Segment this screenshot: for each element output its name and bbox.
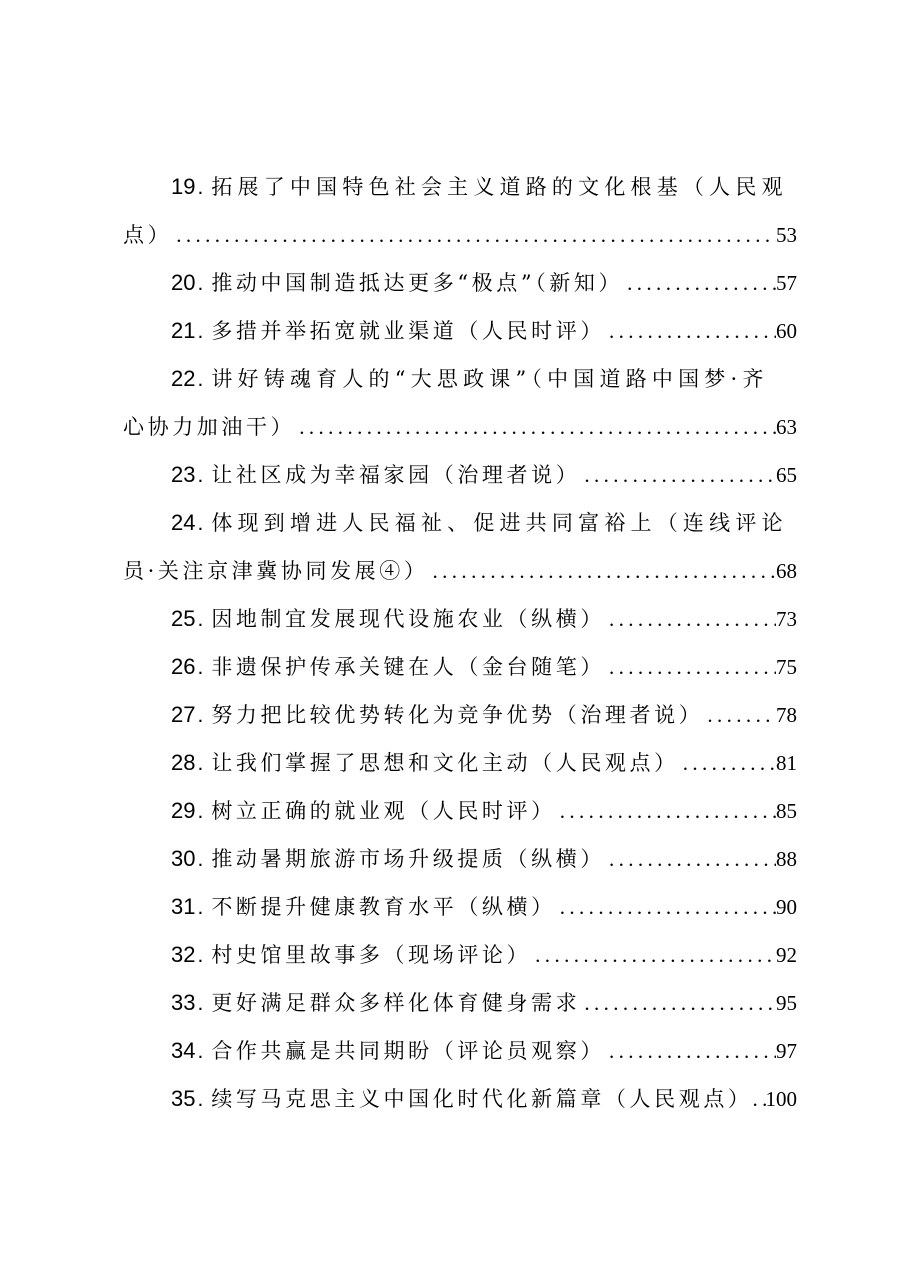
entry-page-number: 75 <box>776 655 797 679</box>
dot-leader <box>605 643 776 691</box>
toc-entry-24-line1[interactable] <box>123 499 797 547</box>
entry-title: 多措并举拓宽就业渠道（人民时评） <box>211 319 605 343</box>
entry-title: 合作共赢是共同期盼（评论员观察） <box>211 1039 605 1063</box>
entry-number: 35 <box>171 1086 196 1111</box>
entry-separator: . <box>197 368 204 391</box>
entry-separator: . <box>197 608 204 631</box>
entry-title-continued: 员·关注京津冀协同发展④） <box>123 559 429 583</box>
toc-entry-35[interactable] <box>123 1075 797 1123</box>
entry-number: 29 <box>171 798 196 823</box>
entry-title: 让社区成为幸福家园（治理者说） <box>211 463 581 487</box>
entry-title: 非遗保护传承关键在人（金台随笔） <box>211 655 605 679</box>
entry-page-number: 92 <box>776 943 797 967</box>
entry-number: 26 <box>171 654 196 679</box>
entry-page-number: 68 <box>776 559 797 583</box>
entry-page-number: 73 <box>776 607 797 631</box>
entry-page-number: 57 <box>776 271 797 295</box>
entry-page-number: 60 <box>776 319 797 343</box>
entry-title-continued: 点） <box>123 223 173 247</box>
entry-page-number: 95 <box>776 991 797 1015</box>
entry-number: 34 <box>171 1038 196 1063</box>
entry-page-number: 78 <box>776 703 797 727</box>
entry-number: 32 <box>171 942 196 967</box>
dot-leader <box>580 979 776 1027</box>
entry-number: 30 <box>171 846 196 871</box>
entry-page-number: 81 <box>776 751 797 775</box>
dot-leader <box>556 883 776 931</box>
entry-separator: . <box>197 896 204 919</box>
entry-title: 树立正确的就业观（人民时评） <box>211 799 556 823</box>
entry-page-number: 90 <box>776 895 797 919</box>
dot-leader <box>531 931 776 979</box>
entry-title: 讲好铸魂育人的“大思政课”（中国道路中国梦·齐 <box>211 367 769 391</box>
entry-number: 23 <box>171 462 196 487</box>
entry-title: 推动中国制造抵达更多“极点”（新知） <box>211 271 624 295</box>
toc-entry-24-line2[interactable] <box>123 547 797 595</box>
toc-entry-22-line2[interactable] <box>123 403 797 451</box>
entry-page-number: 53 <box>776 223 797 247</box>
entry-title: 更好满足群众多样化体育健身需求 <box>211 991 581 1015</box>
entry-separator: . <box>197 320 204 343</box>
toc-entry-27[interactable] <box>123 691 797 739</box>
toc-entry-19-line2[interactable] <box>123 211 797 259</box>
entry-number: 21 <box>171 318 196 343</box>
entry-number: 20 <box>171 270 196 295</box>
dot-leader <box>172 211 776 259</box>
dot-leader <box>605 595 776 643</box>
entry-title: 拓展了中国特色社会主义道路的文化根基（人民观 <box>211 175 788 199</box>
entry-separator: . <box>197 1040 204 1063</box>
entry-separator: . <box>197 944 204 967</box>
toc-entry-33[interactable] <box>123 979 797 1027</box>
entry-title: 不断提升健康教育水平（纵横） <box>211 895 556 919</box>
entry-separator: . <box>197 992 204 1015</box>
entry-separator: . <box>197 752 204 775</box>
entry-page-number: 97 <box>776 1039 797 1063</box>
entry-separator: . <box>197 704 204 727</box>
entry-title: 推动暑期旅游市场升级提质（纵横） <box>211 847 605 871</box>
toc-entry-31[interactable] <box>123 883 797 931</box>
toc-entry-29[interactable] <box>123 787 797 835</box>
dot-leader <box>605 307 776 355</box>
entry-page-number: 88 <box>776 847 797 871</box>
dot-leader <box>623 259 776 307</box>
dot-leader <box>605 835 776 883</box>
toc-entry-20[interactable] <box>123 259 797 307</box>
entry-number: 27 <box>171 702 196 727</box>
entry-separator: . <box>197 1088 204 1111</box>
dot-leader <box>556 787 776 835</box>
entry-page-number: 65 <box>776 463 797 487</box>
toc-entry-30[interactable] <box>123 835 797 883</box>
entry-title: 让我们掌握了思想和文化主动（人民观点） <box>211 751 679 775</box>
toc-entry-34[interactable] <box>123 1027 797 1075</box>
dot-leader <box>753 1075 766 1123</box>
entry-title: 因地制宜发展现代设施农业（纵横） <box>211 607 605 631</box>
entry-separator: . <box>197 272 204 295</box>
entry-page-number: 85 <box>776 799 797 823</box>
toc-entry-25[interactable] <box>123 595 797 643</box>
dot-leader <box>428 547 776 595</box>
entry-number: 33 <box>171 990 196 1015</box>
toc-entry-26[interactable] <box>123 643 797 691</box>
toc-entry-28[interactable] <box>123 739 797 787</box>
entry-page-number: 100 <box>765 1087 797 1111</box>
toc-entry-23[interactable] <box>123 451 797 499</box>
entry-number: 19 <box>171 174 196 199</box>
entry-title: 体现到增进人民福祉、促进共同富裕上（连线评论 <box>211 511 788 535</box>
toc-entry-19-line1[interactable] <box>123 163 797 211</box>
toc-entry-22-line1[interactable] <box>123 355 797 403</box>
dot-leader <box>580 451 776 499</box>
entry-number: 22 <box>171 366 196 391</box>
entry-number: 24 <box>171 510 196 535</box>
dot-leader <box>703 691 776 739</box>
entry-separator: . <box>197 656 204 679</box>
entry-title-continued: 心协力加油干） <box>123 415 296 439</box>
toc-entry-32[interactable] <box>123 931 797 979</box>
entry-separator: . <box>197 800 204 823</box>
toc-entry-21[interactable] <box>123 307 797 355</box>
entry-number: 31 <box>171 894 196 919</box>
table-of-contents <box>123 163 797 1123</box>
dot-leader <box>605 1027 776 1075</box>
entry-title: 续写马克思主义中国化时代化新篇章（人民观点） <box>211 1087 753 1111</box>
entry-number: 28 <box>171 750 196 775</box>
entry-separator: . <box>197 176 204 199</box>
entry-separator: . <box>197 848 204 871</box>
entry-page-number: 63 <box>776 415 797 439</box>
entry-title: 村史馆里故事多（现场评论） <box>211 943 532 967</box>
entry-separator: . <box>197 464 204 487</box>
entry-number: 25 <box>171 606 196 631</box>
dot-leader <box>679 739 776 787</box>
entry-title: 努力把比较优势转化为竞争优势（治理者说） <box>211 703 704 727</box>
dot-leader <box>295 403 776 451</box>
entry-separator: . <box>197 512 204 535</box>
